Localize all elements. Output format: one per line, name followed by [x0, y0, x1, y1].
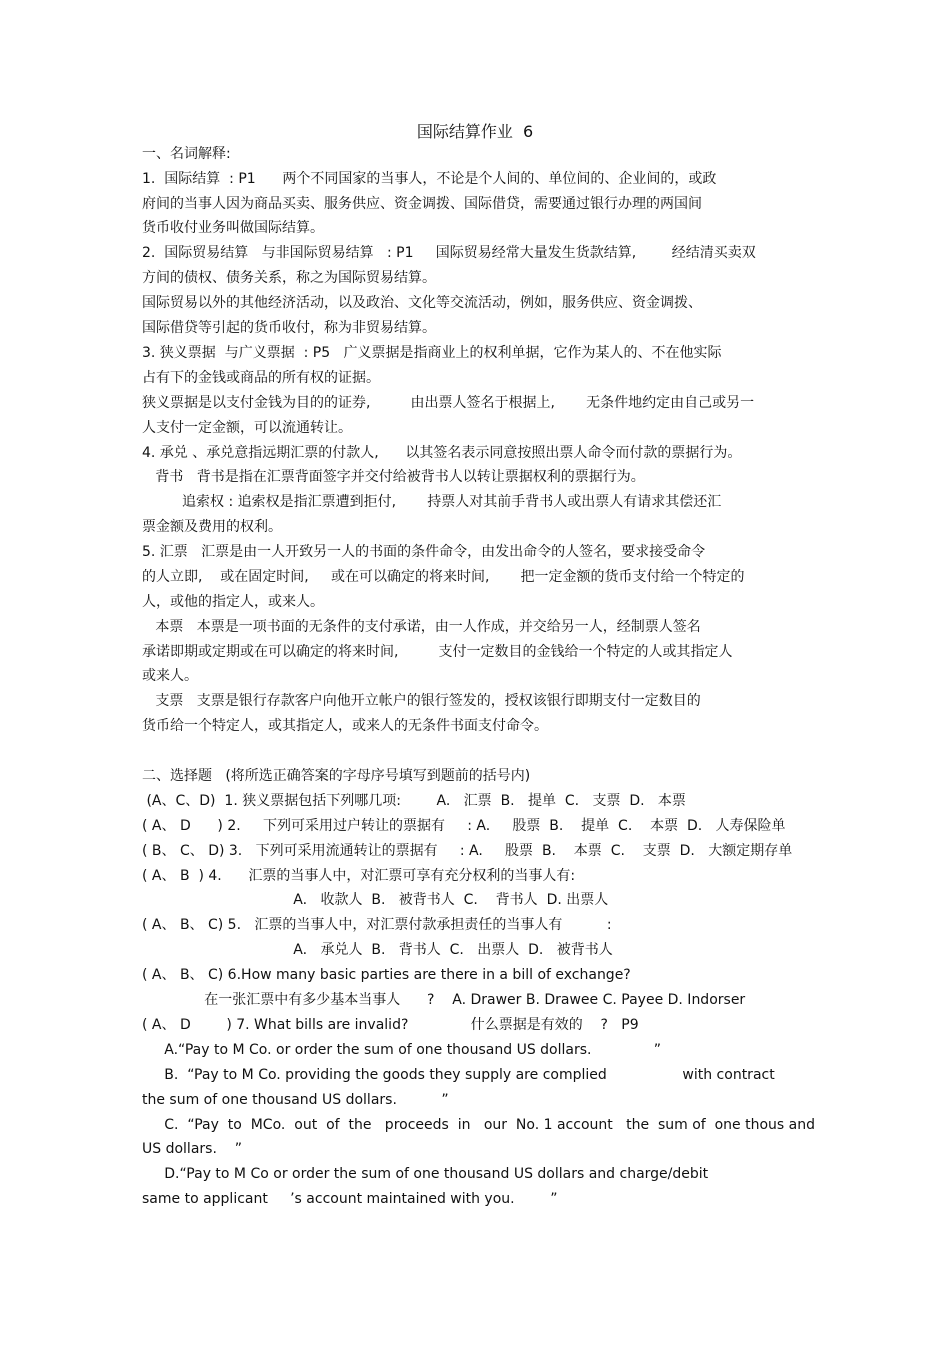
text-line: 货币收付业务叫做国际结算。: [142, 220, 324, 236]
question-options: 在一张汇票中有多少基本当事人 ? A. Drawer B. Drawee C. Payee D. Indorser: [142, 992, 746, 1008]
text-line: 1. 国际结算 : P1 两个不同国家的当事人，不论是个人间的、单位间的、企业间的，或政: [142, 171, 717, 187]
text-line: 背书 背书是指在汇票背面签字并交付给被背书人以转让票据权利的票据行为。: [142, 469, 645, 485]
text-line: 占有下的金钱或商品的所有权的证据。: [142, 370, 380, 386]
text-line: 府间的当事人因为商品买卖、服务供应、资金调拨、国际借贷，需要通过银行办理的两国间: [142, 196, 702, 212]
page-title: 国际结算作业 6: [416, 122, 534, 141]
text-line: 5. 汇票 汇票是由一人开致另一人的书面的条件命令，由发出命令的人签名，要求接受命令: [142, 544, 706, 560]
section-heading-definitions: 一、名词解释:: [142, 146, 231, 162]
section-heading-multiple-choice: 二、选择题 (将所选正确答案的字母序号填写到题前的括号内): [142, 768, 531, 784]
question-option: B. “Pay to M Co. providing the goods they supply are complied with contract: [142, 1067, 775, 1083]
text-line: 2. 国际贸易结算 与非国际贸易结算 : P1 国际贸易经常大量发生货款结算, 经结清买卖双: [142, 245, 756, 261]
question-options: A. 收款人 B. 被背书人 C. 背书人 D. 出票人: [142, 892, 609, 908]
question-line: ( A、 B ) 4. 汇票的当事人中，对汇票可享有充分权利的当事人有:: [142, 868, 576, 884]
text-line: 3. 狭义票据 与广义票据 : P5 广义票据是指商业上的权利单据，它作为某人的、不在他实际: [142, 345, 722, 361]
question-option: same to applicant ’s account maintained with you. ”: [142, 1191, 558, 1207]
question-line: ( A、 B、 C) 5. 汇票的当事人中，对汇票付款承担责任的当事人有 :: [142, 917, 612, 933]
text-line: 或来人。: [142, 668, 198, 684]
text-line: 方间的债权、债务关系，称之为国际贸易结算。: [142, 270, 436, 286]
text-line: 人支付一定金额，可以流通转让。: [142, 420, 352, 436]
question-option: the sum of one thousand US dollars. ”: [142, 1092, 449, 1108]
text-line: 国际贸易以外的其他经济活动，以及政治、文化等交流活动，例如，服务供应、资金调拨、: [142, 295, 702, 311]
text-line: 的人立即, 或在固定时间, 或在可以确定的将来时间, 把一定金额的货币支付给一个特定的: [142, 569, 745, 585]
question-options: A. 承兑人 B. 背书人 C. 出票人 D. 被背书人: [142, 942, 613, 958]
text-line: 狭义票据是以支付金钱为目的的证券, 由出票人签名于根据上, 无条件地约定由自己或另一: [142, 395, 755, 411]
text-line: 支票 支票是银行存款客户向他开立帐户的银行签发的，授权该银行即期支付一定数目的: [142, 693, 701, 709]
question-option: D.“Pay to M Co or order the sum of one thousand US dollars and charge/debit: [142, 1166, 709, 1182]
text-line: 承诺即期或定期或在可以确定的将来时间, 支付一定数目的金钱给一个特定的人或其指定人: [142, 644, 733, 660]
question-option: C. “Pay to MCo. out of the proceeds in our No. 1 account the sum of one thous and: [142, 1117, 816, 1133]
question-option: A.“Pay to M Co. or order the sum of one thousand US dollars. ”: [142, 1042, 662, 1058]
text-line: 追索权 : 追索权是指汇票遭到拒付, 持票人对其前手背书人或出票人有请求其偿还汇: [142, 494, 722, 510]
question-line: ( A、 B、 C) 6.How many basic parties are there in a bill of exchange?: [142, 967, 631, 983]
text-line: 人，或他的指定人，或来人。: [142, 594, 324, 610]
text-line: 货币给一个特定人，或其指定人，或来人的无条件书面支付命令。: [142, 718, 548, 734]
text-line: 票金额及费用的权利。: [142, 519, 282, 535]
text-line: 国际借贷等引起的货币收付，称为非贸易结算。: [142, 320, 436, 336]
question-option: US dollars. ”: [142, 1141, 242, 1157]
question-line: ( B、 C、 D) 3. 下列可采用流通转让的票据有 : A. 股票 B. 本票 C. 支票 D. 大额定期存单: [142, 843, 793, 859]
question-line: ( A、 D ) 2. 下列可采用过户转让的票据有 : A. 股票 B. 提单 C. 本票 D. 人寿保险单: [142, 818, 786, 834]
text-line: 本票 本票是一项书面的无条件的支付承诺，由一人作成，并交给另一人，经制票人签名: [142, 619, 701, 635]
question-line: ( A、 D ) 7. What bills are invalid? 什么票据是有效的 ? P9: [142, 1017, 639, 1033]
text-line: 4. 承兑 、承兑意指远期汇票的付款人, 以其签名表示同意按照出票人命令而付款的票据行为。: [142, 445, 742, 461]
question-line: (A、C、D) 1. 狭义票据包括下列哪几项: A. 汇票 B. 提单 C. 支票 D. 本票: [142, 793, 686, 809]
